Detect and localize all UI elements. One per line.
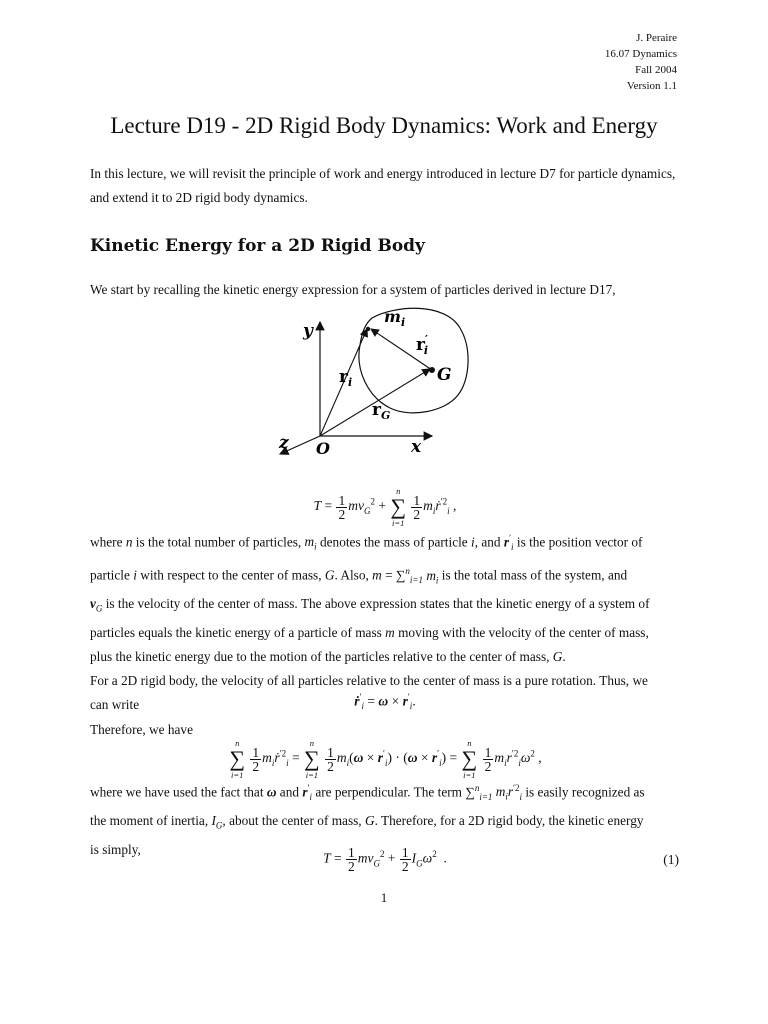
center-of-mass-point (429, 367, 435, 373)
rigid-body-outline (359, 308, 468, 413)
rigid-body-diagram (0, 300, 768, 470)
kinetic-energy-particles-equation: T = $\frac{1}{2}$ $mv_G^2$ + n ∑ i=1 $\frac{1}{2}$ $m_iṙ^{'2}_i$ , (313, 486, 457, 528)
intro-line-2: and extend it to 2D rigid body dynamics. (90, 190, 308, 205)
recall-paragraph: We start by recalling the kinetic energy expression for a system of particles derived in lecture D17, (90, 282, 616, 297)
origin-label: O (316, 439, 330, 458)
y-axis-label: y (303, 321, 313, 341)
intro-line-1: In this lecture, we will revisit the principle of work and energy introduced in lecture D7 for particle dynamics, (90, 166, 676, 181)
x-axis-label: x (411, 437, 422, 457)
therefore-text: Therefore, we have (90, 722, 193, 737)
r-i-label: $r_i$ (339, 367, 353, 389)
r-prime-label: r′ i (416, 333, 429, 357)
relative-velocity-equation: ṙ′$_i$ = $\omega \times r'_i$. (354, 692, 416, 712)
course-name: 16.07 Dynamics (604, 48, 677, 60)
page-title: Lecture D19 - 2D Rigid Body Dynamics: Work and Energy (110, 113, 658, 138)
page-number: 1 (380, 890, 388, 905)
section-heading: Kinetic Energy for a 2D Rigid Body (90, 236, 425, 256)
z-axis-label: z (279, 433, 289, 453)
author-name: J. Peraire (636, 32, 677, 44)
mass-label: $m_i$ (384, 307, 406, 329)
moment-of-inertia-paragraph: where we have used the fact that ω and $r'_i$ are perpendicular. The term ∑$^n_{i=1}$ $m_ir^{'2}_i$ is easily recognized as the moment of inertia, $I_G$, about the center of mass, G. Therefore, for a 2D rigid body, the kinetic energy is simply, (90, 783, 645, 857)
header-block (477, 30, 677, 94)
rigid-body-kinetic-energy-equation: T = $\frac{1}{2}$ $mv_G^2$ + $\frac{1}{2}$ $I_G\omega^2$ . (323, 845, 447, 874)
rotational-kinetic-equation: n ∑ i=1 $\frac{1}{2}$ $m_iṙ^{'2}_i$ = n ∑ i=1 $\frac{1}{2}$ $m_i(\omega \times r'_i) \cdot (\omega \times r'_i)$ = n ∑ i=1 $\frac{1}{2}$ $m_ir^{'2}_i\omega^2$ , (229, 738, 542, 780)
intro-paragraph (90, 162, 680, 210)
explanation-paragraph: where n is the total number of particles, $m_i$ denotes the mass of particle i, and $r'_i$ is the position vector of particle i with respect to the center of mass, G. Also, m = ∑$^n_{i=1}$ $m_i$ is the total mass of the system, and $v_G$ is the velocity of the center of mass. The above expression states that the kinetic energy of a system of particles equals the kinetic energy of a particle of mass m moving with the velocity of the center of mass, plus the kinetic energy due to the motion of the particles relative to the center of mass, G. For a 2D rigid body, the velocity of all particles relative to the center of mass is a pure rotation. Thus, we can write (90, 533, 650, 712)
r-g-label: $r_G$ (372, 400, 391, 422)
particle-point (366, 327, 370, 331)
center-label: G (437, 365, 452, 385)
version: Version 1.1 (626, 80, 677, 92)
term: Fall 2004 (635, 64, 677, 76)
equation-number: (1) (663, 852, 679, 867)
